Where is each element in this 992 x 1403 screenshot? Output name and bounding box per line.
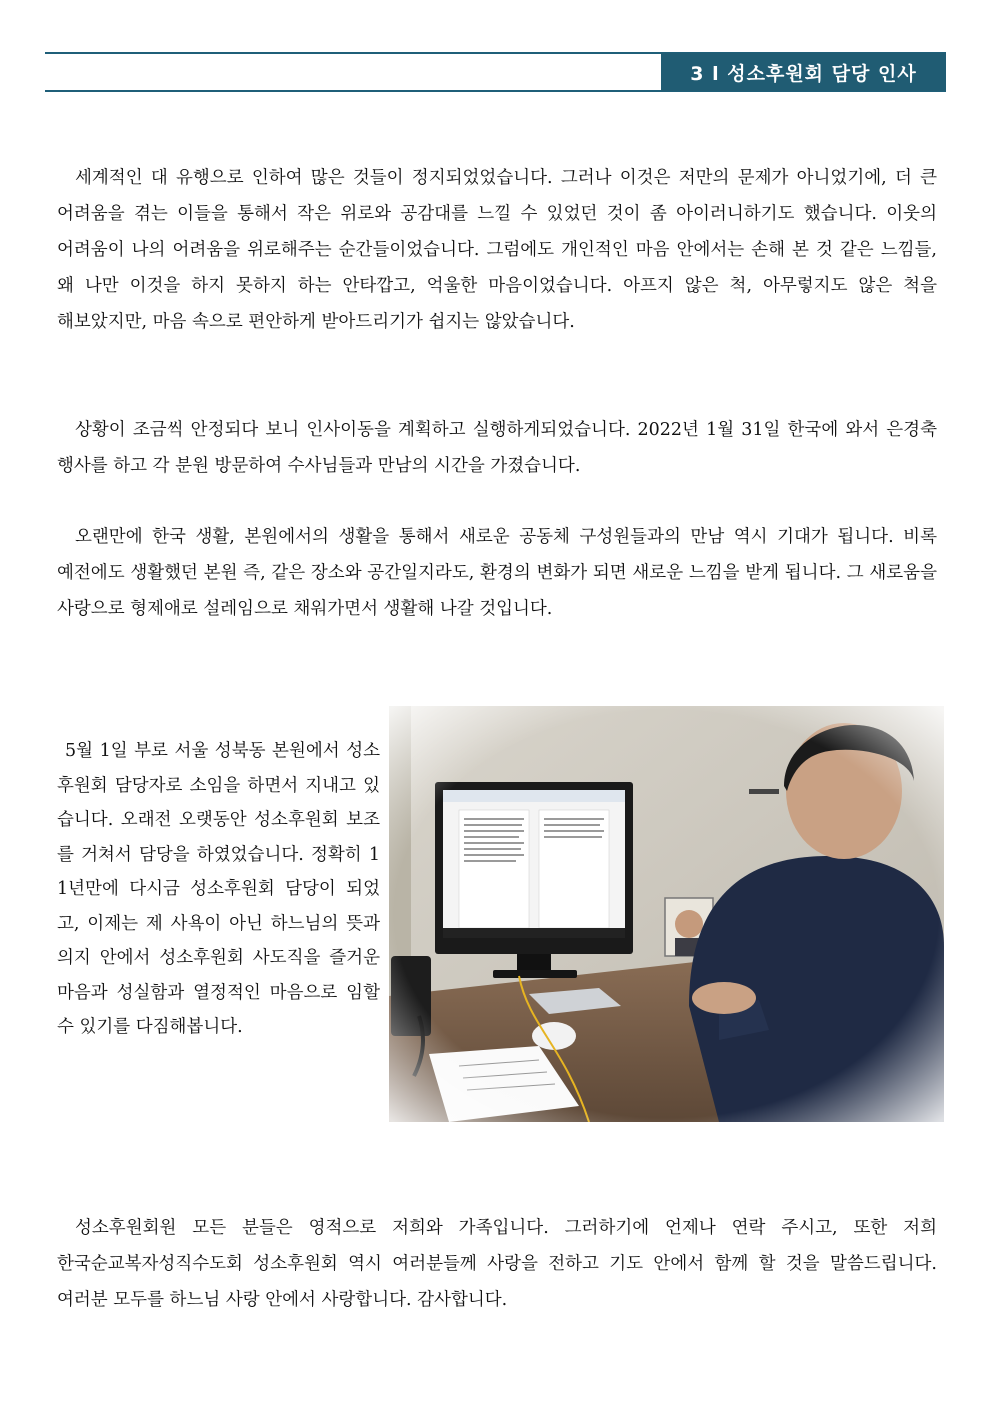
paragraph-closing: 성소후원회원 모든 분들은 영적으로 저희와 가족입니다. 그러하기에 언제나 연락 주시고, 또한 저희 한국순교복자성직수도회 성소후원회 역시 여러분들께 사랑을 전하고 기도 안에서 함께 할 것을 말씀드립니다. 여러분 모두를 하느님 사랑 안에서 사랑합니다. 감사합니다. [57, 1218, 937, 1310]
section-title: 3 l 성소후원회 담당 인사 [661, 53, 946, 91]
paragraph-new-life: 오랜만에 한국 생활, 본원에서의 생활을 통해서 새로운 공동체 구성원들과의 만남 역시 기대가 됩니다. 비록 예전에도 생활했던 본원 즉, 같은 장소와 공간일지라도, 환경의 변화가 되면 새로운 느낌을 받게 됩니다. 그 새로움을 사랑으로 형제애로 설레임으로 채워가면서 생활해 나갈 것입니다. [57, 527, 937, 619]
paragraph-pandemic: 세계적인 대 유행으로 인하여 많은 것들이 정지되었었습니다. 그러나 이것은 저만의 문제가 아니었기에, 더 큰 어려움을 겪는 이들을 통해서 작은 위로와 공감대를 느낄 수 있었던 것이 좀 아이러니하기도 했습니다. 이웃의 어려움이 나의 어려움을 위로해주는 순간들이었습니다. 그럼에도 개인적인 마음 안에서는 손해 본 것 같은 느낌들, 왜 나만 이것을 하지 못하지 하는 안타깝고, 억울한 마음이었습니다. 아프지 않은 척, 아무렇지도 않은 척을 해보았지만, 마음 속으로 편안하게 받아드리기가 쉽지는 않았습니다. [57, 168, 937, 332]
paragraph-assignment: 5월 1일 부로 서울 성북동 본원에서 성소후원회 담당자로 소임을 하면서 지내고 있습니다. 오래전 오랫동안 성소후원회 보조를 거쳐서 담당을 하였었습니다. 정확히 11년만에 다시금 성소후원회 담당이 되었고, 이제는 제 사욕이 아닌 하느님의 뜻과 의지 안에서 성소후원회 사도직을 즐거운 마음과 성실함과 열정적인 마음으로 임할 수 있기를 다짐해봅니다. [57, 741, 380, 1037]
office-photo [389, 706, 944, 1122]
paragraph-transfer: 상황이 조금씩 안정되다 보니 인사이동을 계획하고 실행하게되었습니다. 2022년 1월 31일 한국에 와서 은경축 행사를 하고 각 분원 방문하여 수사님들과 만남의 시간을 가졌습니다. [57, 420, 937, 476]
